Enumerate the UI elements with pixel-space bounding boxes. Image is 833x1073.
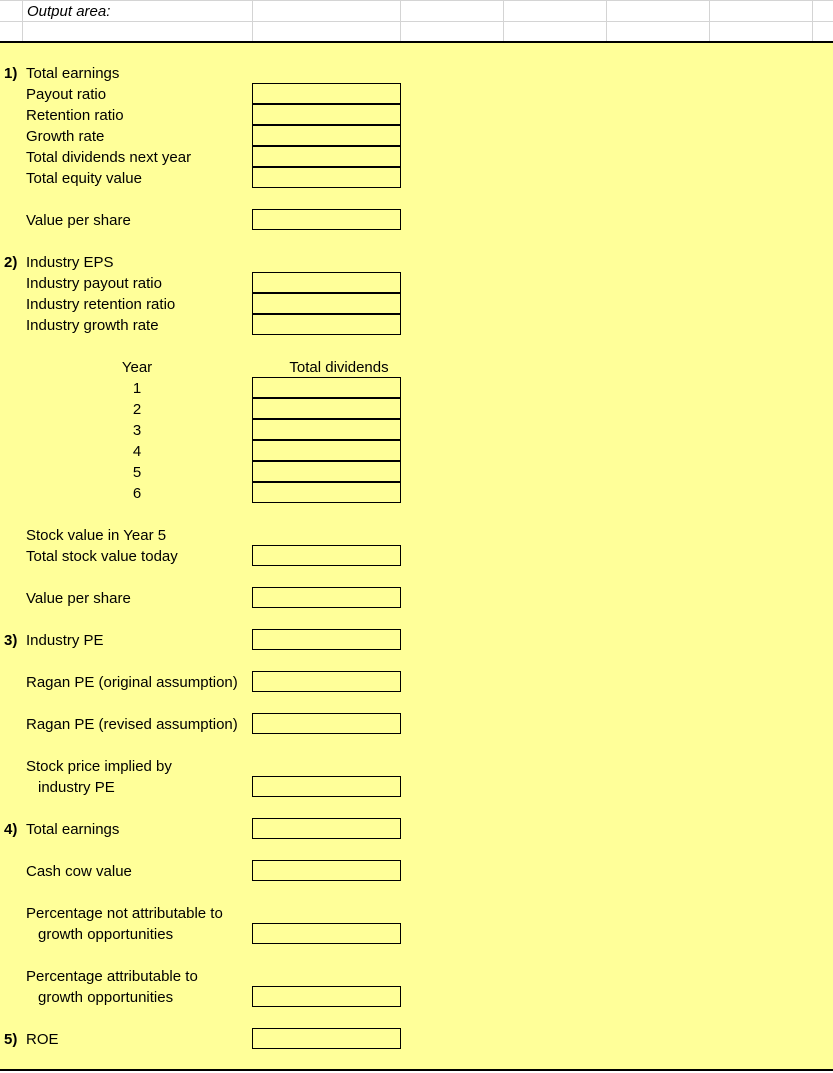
total-stock-value-today-label: Total stock value today — [26, 548, 178, 565]
total-equity-value-cell[interactable] — [252, 167, 401, 188]
value-per-share-label-2: Value per share — [26, 590, 131, 607]
year-label: 4 — [132, 443, 142, 460]
total-equity-value-label: Total equity value — [26, 170, 142, 187]
section-4-number: 4) — [4, 821, 18, 838]
industry-retention-ratio-cell[interactable] — [252, 293, 401, 314]
section-2-number: 2) — [4, 254, 18, 271]
stock-price-implied-label-cont: industry PE — [38, 779, 115, 796]
year-column-header: Year — [121, 359, 153, 376]
year-label: 2 — [132, 401, 142, 418]
section-5-number: 5) — [4, 1031, 18, 1048]
grid-line — [503, 0, 504, 42]
total-dividends-cell[interactable] — [252, 482, 401, 503]
section-1-number: 1) — [4, 65, 18, 82]
total-earnings-label-2: Total earnings — [26, 821, 120, 838]
pct-not-attributable-label-cont: growth opportunities — [38, 926, 174, 943]
roe-label: ROE — [26, 1031, 59, 1048]
retention-ratio-label: Retention ratio — [26, 107, 124, 124]
grid-line — [606, 0, 607, 42]
growth-rate-cell[interactable] — [252, 125, 401, 146]
grid-line — [252, 0, 253, 42]
growth-rate-label: Growth rate — [26, 128, 105, 145]
value-per-share-cell[interactable] — [252, 209, 401, 230]
year-label: 5 — [132, 464, 142, 481]
total-dividends-cell[interactable] — [252, 398, 401, 419]
total-dividends-next-year-label: Total dividends next year — [26, 149, 192, 166]
ragan-pe-revised-label: Ragan PE (revised assumption) — [26, 716, 238, 733]
output-area-label: Output area: — [27, 3, 111, 20]
retention-ratio-cell[interactable] — [252, 104, 401, 125]
roe-cell[interactable] — [252, 1028, 401, 1049]
total-dividends-column-header: Total dividends — [289, 359, 389, 376]
industry-payout-ratio-label: Industry payout ratio — [26, 275, 162, 292]
industry-growth-rate-cell[interactable] — [252, 314, 401, 335]
stock-price-implied-cell[interactable] — [252, 776, 401, 797]
stock-price-implied-label: Stock price implied by — [26, 758, 172, 775]
value-per-share-label: Value per share — [26, 212, 131, 229]
industry-pe-label: Industry PE — [26, 632, 104, 649]
total-dividends-cell[interactable] — [252, 461, 401, 482]
total-dividends-cell[interactable] — [252, 419, 401, 440]
year-label: 1 — [132, 380, 142, 397]
section-3-number: 3) — [4, 632, 18, 649]
pct-not-attributable-label: Percentage not attributable to — [26, 905, 223, 922]
pct-attributable-label: Percentage attributable to — [26, 968, 198, 985]
ragan-pe-revised-cell[interactable] — [252, 713, 401, 734]
year-label: 3 — [132, 422, 142, 439]
industry-retention-ratio-label: Industry retention ratio — [26, 296, 176, 313]
pct-attributable-cell[interactable] — [252, 986, 401, 1007]
industry-payout-ratio-cell[interactable] — [252, 272, 401, 293]
total-dividends-cell[interactable] — [252, 377, 401, 398]
grid-line — [812, 0, 813, 42]
industry-eps-label: Industry EPS — [26, 254, 114, 271]
industry-growth-rate-label: Industry growth rate — [26, 317, 159, 334]
pct-not-attributable-cell[interactable] — [252, 923, 401, 944]
payout-ratio-label: Payout ratio — [26, 86, 107, 103]
value-per-share-cell-2[interactable] — [252, 587, 401, 608]
grid-line — [22, 0, 23, 42]
grid-line — [709, 0, 710, 42]
total-earnings-label: Total earnings — [26, 65, 120, 82]
total-stock-value-today-cell[interactable] — [252, 545, 401, 566]
ragan-pe-original-cell[interactable] — [252, 671, 401, 692]
year-label: 6 — [132, 485, 142, 502]
pct-attributable-label-cont: growth opportunities — [38, 989, 174, 1006]
total-dividends-cell[interactable] — [252, 440, 401, 461]
industry-pe-cell[interactable] — [252, 629, 401, 650]
total-earnings-cell[interactable] — [252, 818, 401, 839]
cash-cow-value-cell[interactable] — [252, 860, 401, 881]
stock-value-year5-label: Stock value in Year 5 — [26, 527, 167, 544]
payout-ratio-cell[interactable] — [252, 83, 401, 104]
grid-line — [400, 0, 401, 42]
cash-cow-value-label: Cash cow value — [26, 863, 132, 880]
ragan-pe-original-label: Ragan PE (original assumption) — [26, 674, 238, 691]
top-grid-area — [0, 0, 833, 42]
total-dividends-next-year-cell[interactable] — [252, 146, 401, 167]
